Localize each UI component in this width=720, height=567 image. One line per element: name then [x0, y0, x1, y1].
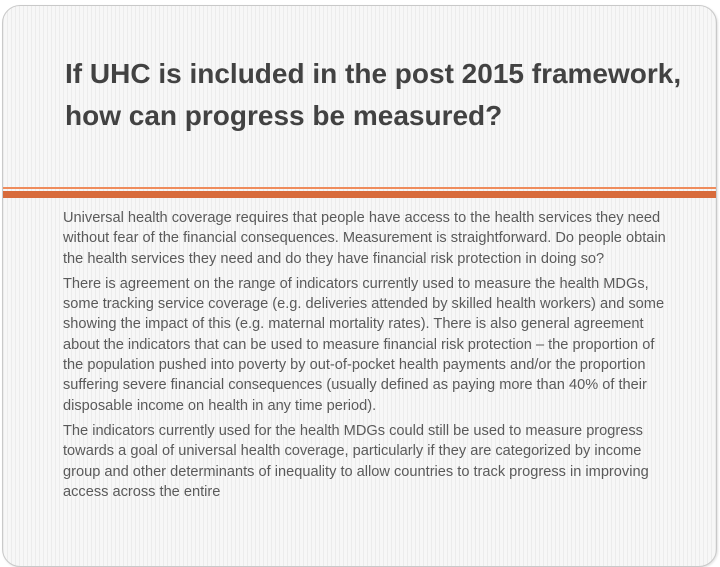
slide	[2, 5, 717, 567]
body-paragraph-2: There is agreement on the range of indicators currently used to measure the health MDGs, some tracking service coverage (e.g. deliveries attended by skilled health workers) and some showing the impact of this (e.g. maternal mortality rates). There is also general agreement about the indicators that can be used to measure financial risk protection – the proportion of the population pushed into poverty by out-of-pocket health payments and/or the proportion suffering severe financial consequences (usually defined as paying more than 40% of their disposable income on health in any time period).	[63, 275, 665, 414]
title-divider-thick	[3, 191, 716, 198]
slide-title: If UHC is included in the post 2015 framework, how can progress be measured?	[65, 58, 682, 131]
body-paragraph-3: The indicators currently used for the health MDGs could still be used to measure progress towards a goal of universal health coverage, particularly if they are categorized by income group and other determinants of inequality to allow countries to track progress in improving access across the entire	[63, 422, 649, 500]
body-paragraph-1: Universal health coverage requires that people have access to the health services they need without fear of the financial consequences. Measurement is straightforward. Do people obtain the health services they need and do they have financial risk protection in doing so?	[63, 210, 666, 267]
title-divider-thin	[3, 187, 716, 189]
slide-body	[63, 208, 669, 507]
